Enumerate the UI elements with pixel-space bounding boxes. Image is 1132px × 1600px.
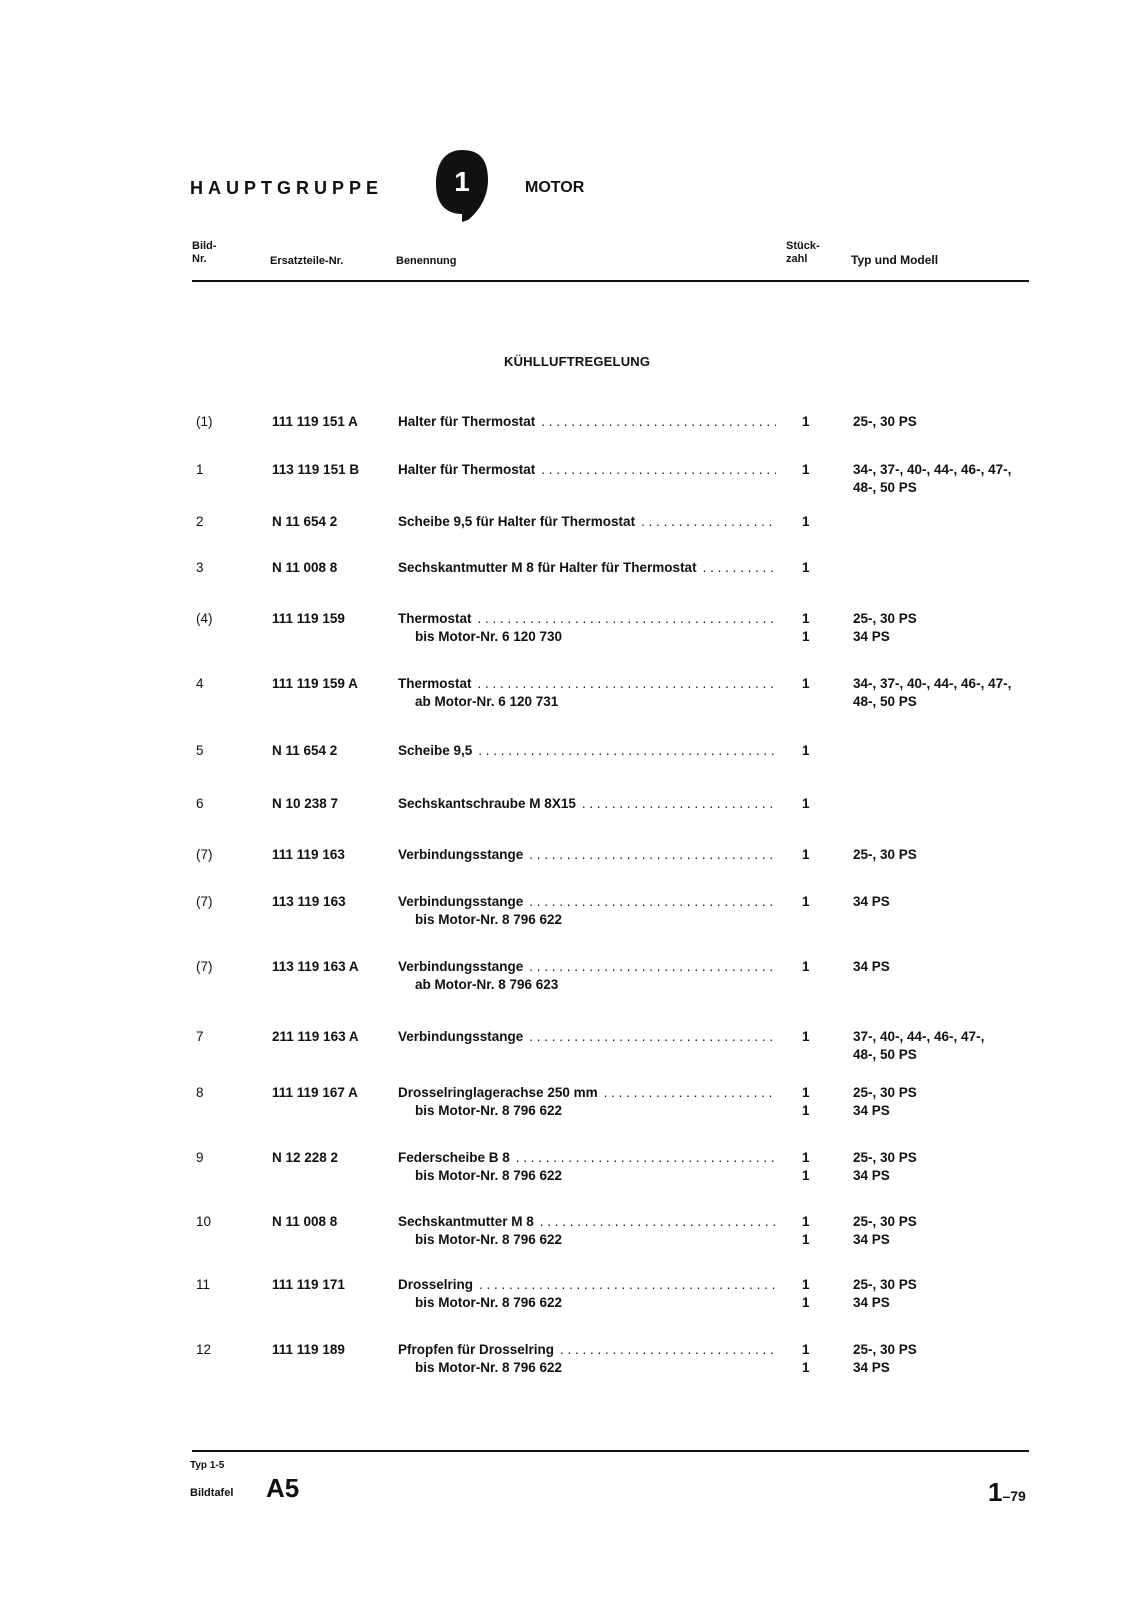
part-qty: 1 (802, 560, 810, 575)
part-quantity (802, 461, 822, 479)
part-description (398, 795, 776, 813)
leader-dots (540, 1213, 776, 1231)
part-name: Sechskantmutter M 8 (398, 1214, 534, 1229)
part-description-line (398, 513, 776, 531)
part-quantity (802, 893, 822, 911)
page-number (988, 1477, 1026, 1508)
column-header-benennung: Benennung (396, 255, 457, 267)
part-qty-2: 1 (802, 629, 810, 644)
part-bild-nr: 12 (196, 1342, 212, 1357)
bildtafel-label: Bildtafel (190, 1487, 234, 1499)
part-description-line (398, 1213, 776, 1231)
part-model-line1: 25-, 30 PS (853, 414, 917, 429)
part-description (398, 1213, 776, 1249)
part-model (853, 461, 1043, 497)
part-bild-nr: (7) (196, 847, 213, 862)
part-number: 111 119 159 (272, 611, 345, 626)
part-model (853, 610, 1043, 646)
part-description (398, 559, 776, 577)
part-qty-2: 1 (802, 1232, 810, 1247)
part-description (398, 610, 776, 646)
part-motor-range: ab Motor-Nr. 6 120 731 (415, 694, 559, 709)
part-description-line (398, 958, 776, 976)
part-qty: 1 (802, 1150, 810, 1165)
part-qty-2: 1 (802, 1168, 810, 1183)
part-qty: 1 (802, 611, 810, 626)
leader-dots (529, 893, 776, 911)
part-description-line (398, 413, 776, 431)
part-qty: 1 (802, 959, 810, 974)
part-qty: 1 (802, 1277, 810, 1292)
leader-dots (541, 413, 776, 431)
part-motor-range: bis Motor-Nr. 8 796 622 (415, 1232, 563, 1247)
part-description (398, 846, 776, 864)
part-name: Verbindungsstange (398, 894, 524, 909)
part-quantity (802, 610, 822, 646)
part-model-line2: 34 PS (853, 1168, 890, 1183)
part-description (398, 1084, 776, 1120)
footer-divider (192, 1450, 1029, 1452)
part-number: 113 119 151 B (272, 462, 360, 477)
part-number: N 11 654 2 (272, 743, 338, 758)
leader-dots (478, 610, 776, 628)
part-name: Halter für Thermostat (398, 414, 536, 429)
part-quantity (802, 1341, 822, 1377)
part-motor-range: bis Motor-Nr. 8 796 622 (415, 912, 563, 927)
part-quantity (802, 675, 822, 693)
page-number-sub: 79 (1010, 1488, 1026, 1504)
part-bild-nr: 4 (196, 676, 204, 691)
part-description-line (398, 559, 776, 577)
part-model-line2: 34 PS (853, 1103, 890, 1118)
main-group-label: HAUPTGRUPPE (190, 178, 384, 198)
part-bild-nr: 1 (196, 462, 204, 477)
part-number: N 11 008 8 (272, 560, 338, 575)
part-number: 111 119 159 A (272, 676, 358, 691)
part-qty: 1 (802, 796, 810, 811)
part-qty: 1 (802, 462, 810, 477)
part-model-line1: 25-, 30 PS (853, 1214, 917, 1229)
part-name: Pfropfen für Drosselring (398, 1342, 555, 1357)
leader-dots (560, 1341, 776, 1359)
part-quantity (802, 846, 822, 864)
leader-dots (529, 958, 776, 976)
part-number: N 10 238 7 (272, 796, 339, 811)
part-number: 113 119 163 A (272, 959, 359, 974)
part-name: Sechskantschraube M 8X15 (398, 796, 576, 811)
part-bild-nr: 9 (196, 1150, 204, 1165)
part-quantity (802, 795, 822, 813)
part-description (398, 513, 776, 531)
part-bild-nr: 7 (196, 1029, 204, 1044)
leader-dots (529, 1028, 776, 1046)
leader-dots (478, 742, 776, 760)
part-bild-nr: (7) (196, 894, 213, 909)
part-bild-nr: 10 (196, 1214, 212, 1229)
part-number: N 12 228 2 (272, 1150, 339, 1165)
part-description (398, 958, 776, 994)
part-bild-nr: 5 (196, 743, 204, 758)
part-model-line1: 25-, 30 PS (853, 611, 917, 626)
leader-dots (541, 461, 776, 479)
part-description (398, 742, 776, 760)
part-description-line (398, 1276, 776, 1294)
part-bild-nr: 11 (196, 1277, 211, 1292)
part-model-line1: 25-, 30 PS (853, 1085, 917, 1100)
page-number-main: 1 (988, 1477, 1003, 1507)
part-quantity (802, 742, 822, 760)
part-model (853, 1028, 1043, 1064)
leader-dots (479, 1276, 776, 1294)
part-description-line (398, 1341, 776, 1359)
part-name: Scheibe 9,5 für Halter für Thermostat (398, 514, 636, 529)
column-header-typ: Typ und Modell (851, 253, 939, 267)
column-header-stueck-line1: Stück- (786, 240, 820, 252)
part-qty: 1 (802, 1029, 810, 1044)
part-model (853, 893, 1043, 911)
part-model-line1: 34-, 37-, 40-, 44-, 46-, 47-, (853, 462, 1012, 477)
part-model-line2: 34 PS (853, 1295, 890, 1310)
part-description (398, 1341, 776, 1377)
page-number-separator: – (1002, 1488, 1011, 1504)
part-quantity (802, 513, 822, 531)
part-qty-2: 1 (802, 1360, 810, 1375)
part-model-line1: 25-, 30 PS (853, 1277, 917, 1292)
part-description-line (398, 1028, 776, 1046)
leader-dots (478, 675, 776, 693)
part-quantity (802, 1276, 822, 1312)
part-motor-range: bis Motor-Nr. 8 796 622 (415, 1103, 563, 1118)
part-model-line1: 25-, 30 PS (853, 1342, 917, 1357)
part-description-line (398, 461, 776, 479)
column-header-stueckzahl (786, 240, 820, 266)
part-name: Thermostat (398, 611, 472, 626)
leader-dots (604, 1084, 776, 1102)
part-bild-nr: (4) (196, 611, 213, 626)
part-bild-nr: (7) (196, 959, 213, 974)
part-description (398, 1028, 776, 1046)
part-description (398, 1276, 776, 1312)
part-qty: 1 (802, 414, 810, 429)
leader-dots (703, 559, 776, 577)
part-number: 111 119 171 (272, 1277, 345, 1292)
part-description-line (398, 610, 776, 628)
part-motor-range: bis Motor-Nr. 8 796 622 (415, 1360, 563, 1375)
part-description-line (398, 1084, 776, 1102)
part-motor-range: bis Motor-Nr. 6 120 730 (415, 629, 563, 644)
part-description-line (398, 742, 776, 760)
part-model (853, 1213, 1043, 1249)
column-header-stueck-line2: zahl (786, 253, 808, 265)
part-description (398, 413, 776, 431)
group-number-badge (434, 150, 490, 222)
part-description-line (398, 846, 776, 864)
part-bild-nr: 2 (196, 514, 204, 529)
part-quantity (802, 1084, 822, 1120)
part-quantity (802, 413, 822, 431)
part-name: Sechskantmutter M 8 für Halter für Thermostat (398, 560, 697, 575)
header-divider (192, 280, 1029, 282)
column-header-bild-line2: Nr. (192, 253, 207, 265)
part-quantity (802, 1213, 822, 1249)
column-header-bild-line1: Bild- (192, 240, 217, 252)
part-description-line (398, 675, 776, 693)
part-description (398, 893, 776, 929)
part-number: N 11 008 8 (272, 1214, 338, 1229)
part-name: Halter für Thermostat (398, 462, 536, 477)
part-model-line1: 25-, 30 PS (853, 1150, 917, 1165)
part-model (853, 1084, 1043, 1120)
part-number: 111 119 167 A (272, 1085, 358, 1100)
part-description (398, 675, 776, 711)
part-description-line (398, 795, 776, 813)
part-qty: 1 (802, 676, 810, 691)
part-description (398, 1149, 776, 1185)
part-bild-nr: 8 (196, 1085, 204, 1100)
section-title: KÜHLLUFTREGELUNG (504, 354, 651, 369)
group-number: 1 (454, 166, 470, 197)
part-bild-nr: (1) (196, 414, 213, 429)
part-qty: 1 (802, 894, 810, 909)
part-qty: 1 (802, 514, 810, 529)
part-model (853, 675, 1043, 711)
part-model-line2: 34 PS (853, 1232, 890, 1247)
part-description (398, 461, 776, 479)
part-model-line2: 34 PS (853, 629, 890, 644)
part-qty: 1 (802, 1085, 810, 1100)
part-quantity (802, 958, 822, 976)
part-model-line1: 34 PS (853, 959, 890, 974)
part-description-line (398, 1149, 776, 1167)
part-model (853, 1276, 1043, 1312)
part-qty: 1 (802, 1342, 810, 1357)
part-name: Scheibe 9,5 (398, 743, 473, 758)
part-motor-range: bis Motor-Nr. 8 796 622 (415, 1168, 563, 1183)
part-model-line2: 34 PS (853, 1360, 890, 1375)
part-model-line2: 48-, 50 PS (853, 694, 917, 709)
part-name: Thermostat (398, 676, 472, 691)
part-number: 111 119 189 (272, 1342, 345, 1357)
part-model (853, 413, 1043, 431)
part-model-line1: 34 PS (853, 894, 890, 909)
part-qty: 1 (802, 743, 810, 758)
part-name: Verbindungsstange (398, 847, 524, 862)
leader-dots (516, 1149, 776, 1167)
part-model-line2: 48-, 50 PS (853, 1047, 917, 1062)
part-name: Drosselring (398, 1277, 474, 1292)
part-quantity (802, 559, 822, 577)
part-bild-nr: 6 (196, 796, 204, 811)
part-name: Verbindungsstange (398, 1029, 524, 1044)
part-number: 111 119 151 A (272, 414, 358, 429)
part-description-line (398, 893, 776, 911)
part-motor-range: bis Motor-Nr. 8 796 622 (415, 1295, 563, 1310)
part-number: 113 119 163 (272, 894, 346, 909)
part-name: Federscheibe B 8 (398, 1150, 510, 1165)
part-name: Verbindungsstange (398, 959, 524, 974)
column-header-bild (192, 240, 216, 266)
leader-dots (582, 795, 776, 813)
part-qty-2: 1 (802, 1103, 810, 1118)
part-model (853, 1149, 1043, 1185)
part-bild-nr: 3 (196, 560, 204, 575)
part-model (853, 958, 1043, 976)
part-model-line1: 34-, 37-, 40-, 44-, 46-, 47-, (853, 676, 1012, 691)
part-model-line1: 37-, 40-, 44-, 46-, 47-, (853, 1029, 985, 1044)
part-number: N 11 654 2 (272, 514, 338, 529)
part-qty: 1 (802, 1214, 810, 1229)
part-quantity (802, 1149, 822, 1185)
part-number: 211 119 163 A (272, 1029, 359, 1044)
column-header-ersatzteil: Ersatzteile-Nr. (270, 255, 344, 267)
bildtafel-code: A5 (266, 1473, 300, 1503)
part-quantity (802, 1028, 822, 1046)
part-qty: 1 (802, 847, 810, 862)
footer-type: Typ 1-5 (190, 1460, 225, 1471)
leader-dots (529, 846, 776, 864)
part-motor-range: ab Motor-Nr. 8 796 623 (415, 977, 559, 992)
part-model-line1: 25-, 30 PS (853, 847, 917, 862)
part-name: Drosselringlagerachse 250 mm (398, 1085, 598, 1100)
part-model (853, 846, 1043, 864)
leader-dots (641, 513, 776, 531)
group-name: MOTOR (525, 179, 585, 196)
part-model-line2: 48-, 50 PS (853, 480, 917, 495)
part-number: 111 119 163 (272, 847, 345, 862)
part-model (853, 1341, 1043, 1377)
part-qty-2: 1 (802, 1295, 810, 1310)
